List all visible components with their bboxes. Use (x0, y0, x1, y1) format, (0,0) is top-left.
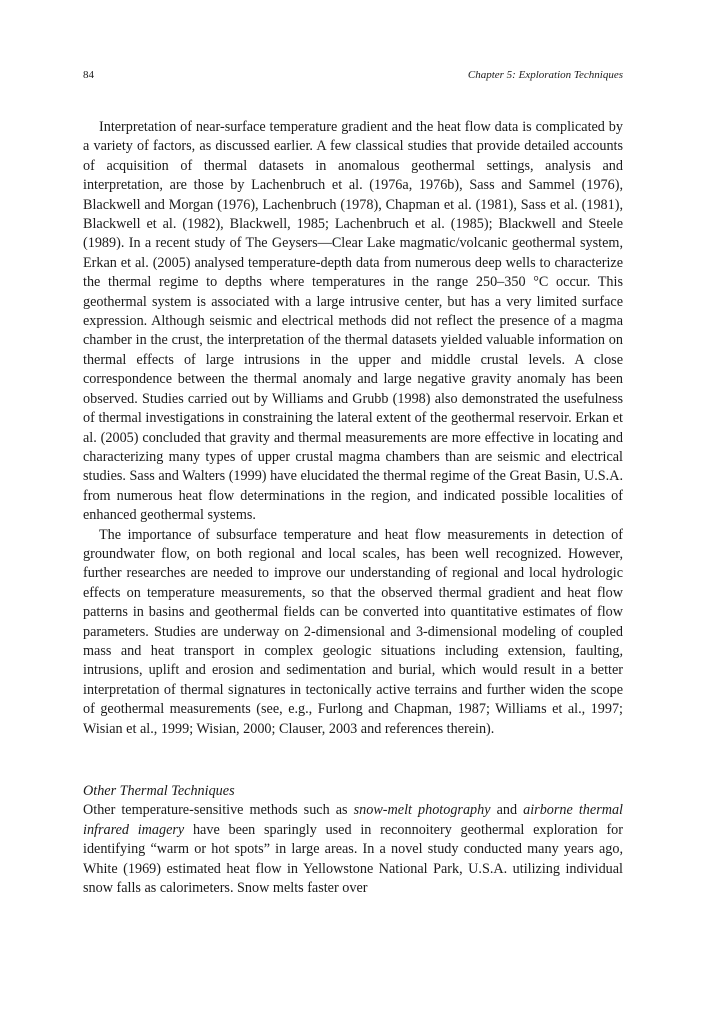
section-other-thermal-techniques (83, 782, 623, 898)
page-number: 84 (83, 69, 94, 81)
running-head: Chapter 5: Exploration Techniques (467, 69, 623, 81)
paragraph-thermal-studies: Interpretation of near-surface temperature gradient and the heat flow data is complicated by a variety of factors, as discussed earlier. A few classical studies that provide detailed accounts of acquisition of thermal datasets in anomalous geothermal settings, analysis and interpretation, are those by Lachenbruch et al. (1976a, 1976b), Sass and Sammel (1976), Blackwell and Morgan (1976), Lachenbruch (1978), Chapman et al. (1981), Sass et al. (1981), Blackwell et al. (1982), Blackwell, 1985; Lachenbruch et al. (1985); Blackwell and Steele (1989). In a recent study of The Geysers—Clear Lake magmatic/volcanic geothermal system, Erkan et al. (2005) analysed temperature-depth data from numerous deep wells to characterize the thermal regime to depths where temperatures in the range 250–350 °C occur. This geothermal system is associated with a large intrusive center, but has a very limited surface expression. Although seismic and electrical methods did not reflect the presence of a magma chamber in the crust, the interpretation of the thermal datasets yielded valuable information on thermal effects of large intrusions in the upper and middle crustal levels. A close correspondence between the thermal anomaly and large negative gravity anomaly has been observed. Studies carried out by Williams and Grubb (1998) also demonstrated the usefulness of thermal investigations in constraining the lateral extent of the geothermal reservoir. Erkan et al. (2005) concluded that gravity and thermal measurements are more effective in locating and characterizing many types of upper crustal magma chambers than are seismic and electrical studies. Sass and Walters (1999) have elucidated the thermal regime of the Great Basin, U.S.A. from numerous heat flow determinations in the region, and indicated possible localities of enhanced geothermal systems. (83, 119, 623, 524)
text-segment: Other temperature-sensitive methods such as (83, 802, 354, 819)
text-segment: have been sparingly used in reconnoitery geothermal exploration for identifying “warm or hot spots” in large areas. In a novel study conducted many years ago, White (1969) estimated heat flow in Yellowstone National Park, U.S.A. utilizing individual snow falls as calorimeters. Snow melts faster over (83, 821, 623, 897)
section-heading: Other Thermal Techniques (83, 783, 235, 799)
emphasis-airborne-thermal-infrared-imagery: airborne thermal infrared imagery (83, 802, 623, 838)
page-header (83, 67, 623, 83)
text-segment: and (490, 802, 524, 819)
body-text (83, 118, 623, 739)
paragraph-other-techniques (83, 801, 623, 898)
paragraph-groundwater-flow: The importance of subsurface temperature and heat flow measurements in detection of groundwater flow, on both regional and local scales, has been well recognized. However, further researches are needed to improve our understanding of regional and local hydrologic effects on temperature measurements, so that the observed thermal gradient and heat flow patterns in basins and geothermal fields can be converted into quantitative estimates of flow parameters. Studies are underway on 2-dimensional and 3-dimensional modeling of coupled mass and heat transport in complex geologic situations including extension, faulting, intrusions, uplift and erosion and sedimentation and burial, which would result in a better interpretation of thermal signatures in tectonically active terrains and further widen the scope of geothermal measurements (see, e.g., Furlong and Chapman, 1987; Williams et al., 1997; Wisian et al., 1999; Wisian, 2000; Clauser, 2003 and references therein). (83, 526, 623, 737)
emphasis-snow-melt-photography: snow-melt photography (353, 802, 491, 819)
